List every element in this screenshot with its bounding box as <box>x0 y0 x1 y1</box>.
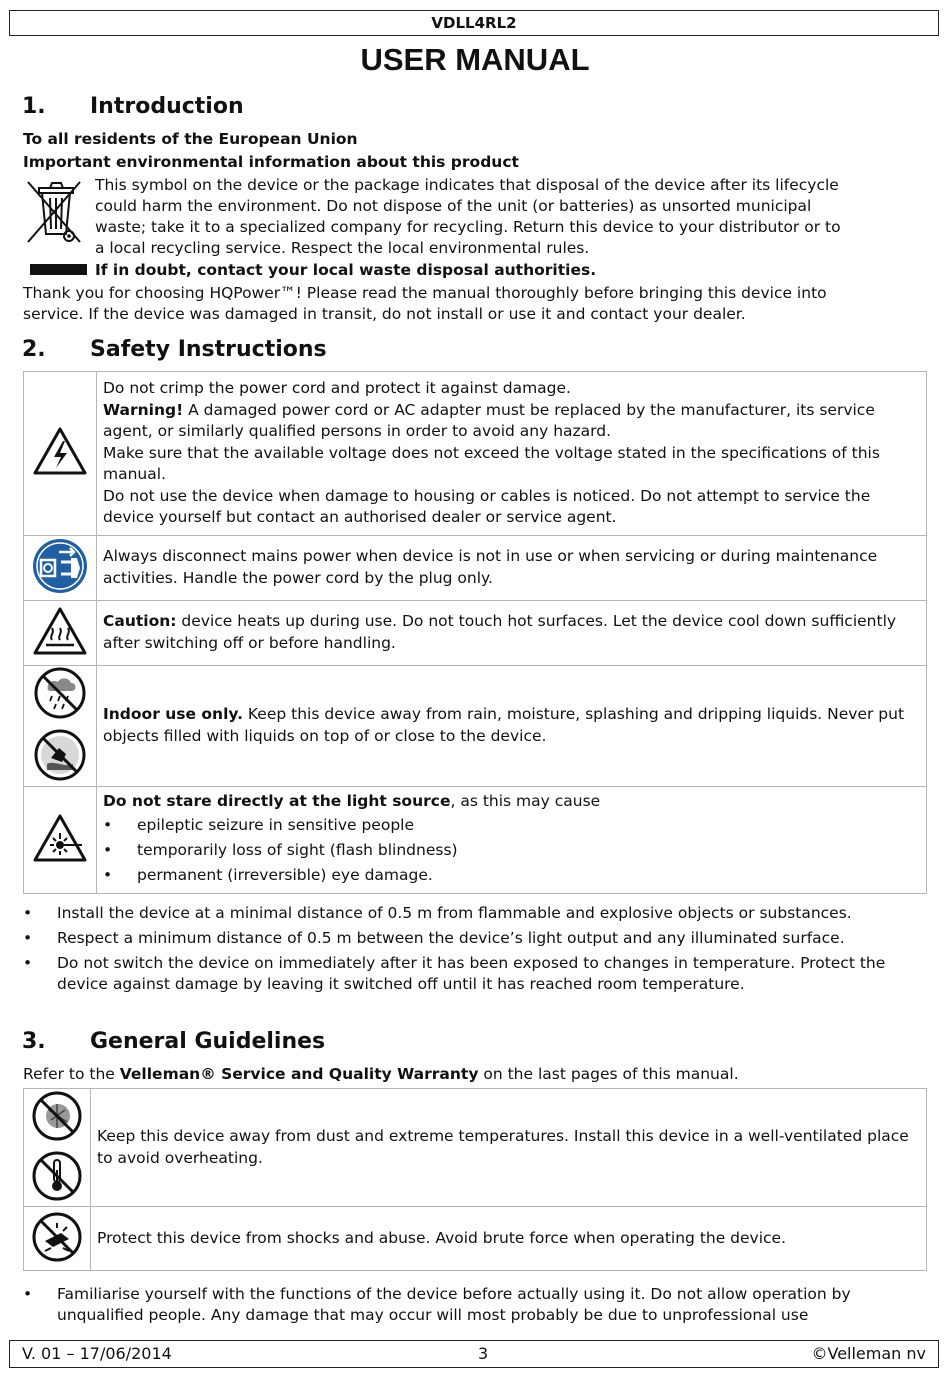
safety-p4: Do not use the device when damage to housing or cables is noticed. Do not attempt to service the device yourself but contact an authorised dealer or service agent. <box>103 486 871 526</box>
guideline-row <box>24 1207 927 1271</box>
guideline-text-cell: Protect this device from shocks and abuse. Avoid brute force when operating the device. <box>91 1207 927 1271</box>
env-line-3: waste; take it to a specialized company for recycling. Return this device to your distributor or to <box>95 218 841 236</box>
disconnect-mains-icon <box>32 580 88 598</box>
safety-icon-cell <box>24 665 97 786</box>
guideline-icon-cell <box>24 1089 91 1207</box>
laser-text: , as this may cause <box>450 792 601 811</box>
laser-heading <box>103 791 919 813</box>
no-rain-icon <box>24 666 96 724</box>
guideline-row <box>24 1089 927 1207</box>
safety-text-cell <box>97 786 927 893</box>
list-item: • Do not switch the device on immediately after it has been exposed to changes in temperature. Protect the device against damage by leaving it switched off until it has reached room temperature. <box>23 953 928 995</box>
refer-post: on the last pages of this manual. <box>478 1065 739 1083</box>
no-extreme-temperature-icon <box>24 1150 90 1206</box>
guidelines-table <box>23 1088 927 1271</box>
document-footer <box>9 1340 939 1368</box>
section-number: 1. <box>22 94 46 119</box>
version-date: V. 01 – 17/06/2014 <box>22 1344 172 1363</box>
warranty-reference <box>23 1064 739 1085</box>
list-item: • Respect a minimum distance of 0.5 m between the device’s light output and any illuminated surface. <box>23 928 928 949</box>
document-header <box>9 10 939 36</box>
safety-p1: Do not crimp the power cord and protect it against damage. <box>103 379 571 397</box>
eu-heading: To all residents of the European Union <box>23 130 358 148</box>
crossed-bin-icon <box>24 176 84 246</box>
no-shocks-icon <box>31 1249 83 1267</box>
no-dust-icon <box>24 1090 90 1146</box>
safety-icon-cell <box>24 786 97 893</box>
guideline-text-cell: Keep this device away from dust and extreme temperatures. Install this device in a well-ventilated place to avoid overheating. <box>91 1089 927 1207</box>
model-number: VDLL4RL2 <box>431 14 517 32</box>
section-title: General Guidelines <box>90 1029 326 1054</box>
safety-bullet-list <box>23 903 928 995</box>
page-number: 3 <box>478 1344 489 1363</box>
safety-icon-cell <box>24 535 97 600</box>
laser-bullet-list <box>103 813 919 888</box>
warning-text: A damaged power cord or AC adapter must be replaced by the manufacturer, its service agent, or similarly qualified persons in order to avoid any hazard. <box>103 400 875 440</box>
safety-p3: Make sure that the available voltage does not exceed the voltage stated in the specifications of this manual. <box>103 443 880 483</box>
laser-label: Do not stare directly at the light source <box>103 792 451 811</box>
section-number: 2. <box>22 337 46 362</box>
hot-surface-icon <box>32 642 88 660</box>
section-number: 3. <box>22 1029 46 1054</box>
electric-hazard-icon <box>32 462 88 480</box>
safety-table <box>23 371 927 894</box>
indoor-text: Keep this device away from rain, moisture, splashing and dripping liquids. Never put objects filled with liquids on top of or close to the device. <box>103 705 905 745</box>
safety-row <box>24 372 927 536</box>
safety-row <box>24 600 927 665</box>
refer-pre: Refer to the <box>23 1065 120 1083</box>
safety-icon-cell <box>24 600 97 665</box>
env-heading: Important environmental information about this product <box>23 153 519 171</box>
env-line-4: a local recycling service. Respect the local environmental rules. <box>95 239 590 257</box>
document-title: USER MANUAL <box>360 42 590 77</box>
env-line-2: could harm the environment. Do not dispose of the unit (or batteries) as unsorted municipal <box>95 197 812 215</box>
list-item: • Familiarise yourself with the functions of the device before actually using it. Do not allow operation by unqualified people. Any damage that may occur will most probably be due to unprofessional use <box>23 1284 928 1326</box>
thanks-line-2: service. If the device was damaged in transit, do not install or use it and contact your dealer. <box>23 305 746 323</box>
caution-text: device heats up during use. Do not touch hot surfaces. Let the device cool down sufficiently after switching off or before handling. <box>103 612 897 652</box>
warranty-name: Velleman® Service and Quality Warranty <box>119 1065 479 1083</box>
safety-row <box>24 535 927 600</box>
list-item: • temporarily loss of sight (flash blindness) <box>103 838 919 863</box>
list-item: • Install the device at a minimal distance of 0.5 m from flammable and explosive objects or substances. <box>23 903 928 924</box>
thanks-line-1: Thank you for choosing HQPower™! Please read the manual thoroughly before bringing this device into <box>23 284 827 302</box>
safety-text-cell: Always disconnect mains power when device is not in use or when servicing or during maintenance activities. Handle the power cord by the plug only. <box>97 535 927 600</box>
caution-label: Caution: <box>103 612 177 630</box>
safety-row <box>24 786 927 893</box>
safety-text-cell <box>97 600 927 665</box>
indoor-label: Indoor use only. <box>103 705 243 723</box>
section-1-heading <box>22 94 244 119</box>
warning-label: Warning! <box>103 400 184 419</box>
safety-text-cell <box>97 665 927 786</box>
doubt-note: If in doubt, contact your local waste disposal authorities. <box>95 261 597 279</box>
section-3-heading <box>22 1029 325 1054</box>
list-item: • epileptic seizure in sensitive people <box>103 813 919 838</box>
guideline-icon-cell <box>24 1207 91 1271</box>
safety-text-cell <box>97 372 927 536</box>
copyright: ©Velleman nv <box>811 1344 926 1363</box>
safety-row <box>24 665 927 786</box>
safety-p2 <box>103 400 919 443</box>
guidelines-bullet-list <box>23 1284 928 1326</box>
env-line-1: This symbol on the device or the package indicates that disposal of the device after its lifecycle <box>95 176 839 194</box>
no-liquids-icon <box>24 728 96 786</box>
section-title: Safety Instructions <box>90 337 327 362</box>
section-title: Introduction <box>90 94 244 119</box>
safety-icon-cell <box>24 372 97 536</box>
list-item: • permanent (irreversible) eye damage. <box>103 863 919 888</box>
weee-bar <box>30 264 87 275</box>
section-2-heading <box>22 337 327 362</box>
laser-warning-icon <box>32 849 88 867</box>
